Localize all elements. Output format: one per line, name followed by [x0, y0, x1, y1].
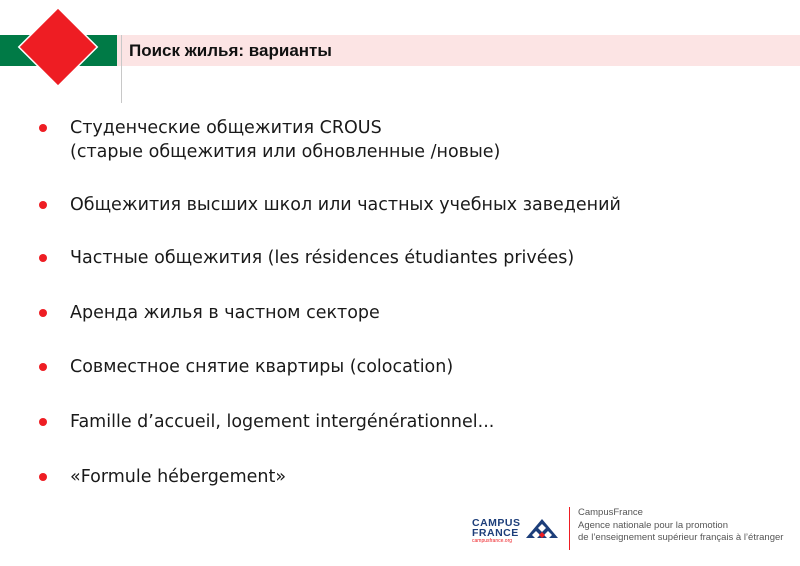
- bullet-dot-icon: [39, 473, 47, 481]
- bullet-text: «Formule hébergement»: [70, 467, 287, 487]
- footer-org-info: [578, 507, 783, 545]
- red-diamond-icon: [20, 9, 96, 85]
- bullet-dot-icon: [39, 363, 47, 371]
- bullet-item: [70, 410, 494, 434]
- footer-divider: [569, 507, 570, 550]
- bullet-text: Студенческие общежития CROUS: [70, 118, 382, 138]
- bullet-item: [70, 246, 574, 270]
- logo-url: campusfrance.org: [472, 538, 513, 544]
- bullet-text: Частные общежития (les résidences étudiantes privées): [70, 248, 575, 268]
- bullet-text: Общежития высших школ или частных учебных заведений: [70, 195, 621, 215]
- org-line3: de l’enseignement supérieur français à l’étranger: [578, 532, 784, 543]
- bullet-dot-icon: [39, 254, 47, 262]
- slide-title: Поиск жилья: варианты: [129, 41, 332, 60]
- org-name: CampusFrance: [578, 507, 643, 518]
- logo-line2: FRANCE: [472, 527, 519, 539]
- bullet-item: [70, 193, 621, 217]
- logo-line1: CAMPUS: [472, 517, 521, 529]
- bullet-text: Famille d’accueil, logement intergénérationnel...: [70, 412, 495, 432]
- bullet-dot-icon: [39, 309, 47, 317]
- bullet-item: [70, 465, 286, 489]
- bullet-dot-icon: [39, 201, 47, 209]
- bullet-item: [70, 116, 500, 164]
- bullet-item: [70, 301, 380, 325]
- logo-triangle-icon: [526, 519, 558, 539]
- bullet-text: Аренда жилья в частном секторе: [70, 303, 380, 323]
- bullet-text: Совместное снятие квартиры (colocation): [70, 357, 454, 377]
- org-line2: Agence nationale pour la promotion: [578, 519, 728, 531]
- bullet-item: [70, 355, 453, 379]
- bullet-dot-icon: [39, 418, 47, 426]
- bullet-dot-icon: [39, 124, 47, 132]
- header-divider: [121, 35, 122, 103]
- bullet-text: (старые общежития или обновленные /новые): [70, 142, 501, 162]
- logo-wordmark: [472, 518, 521, 538]
